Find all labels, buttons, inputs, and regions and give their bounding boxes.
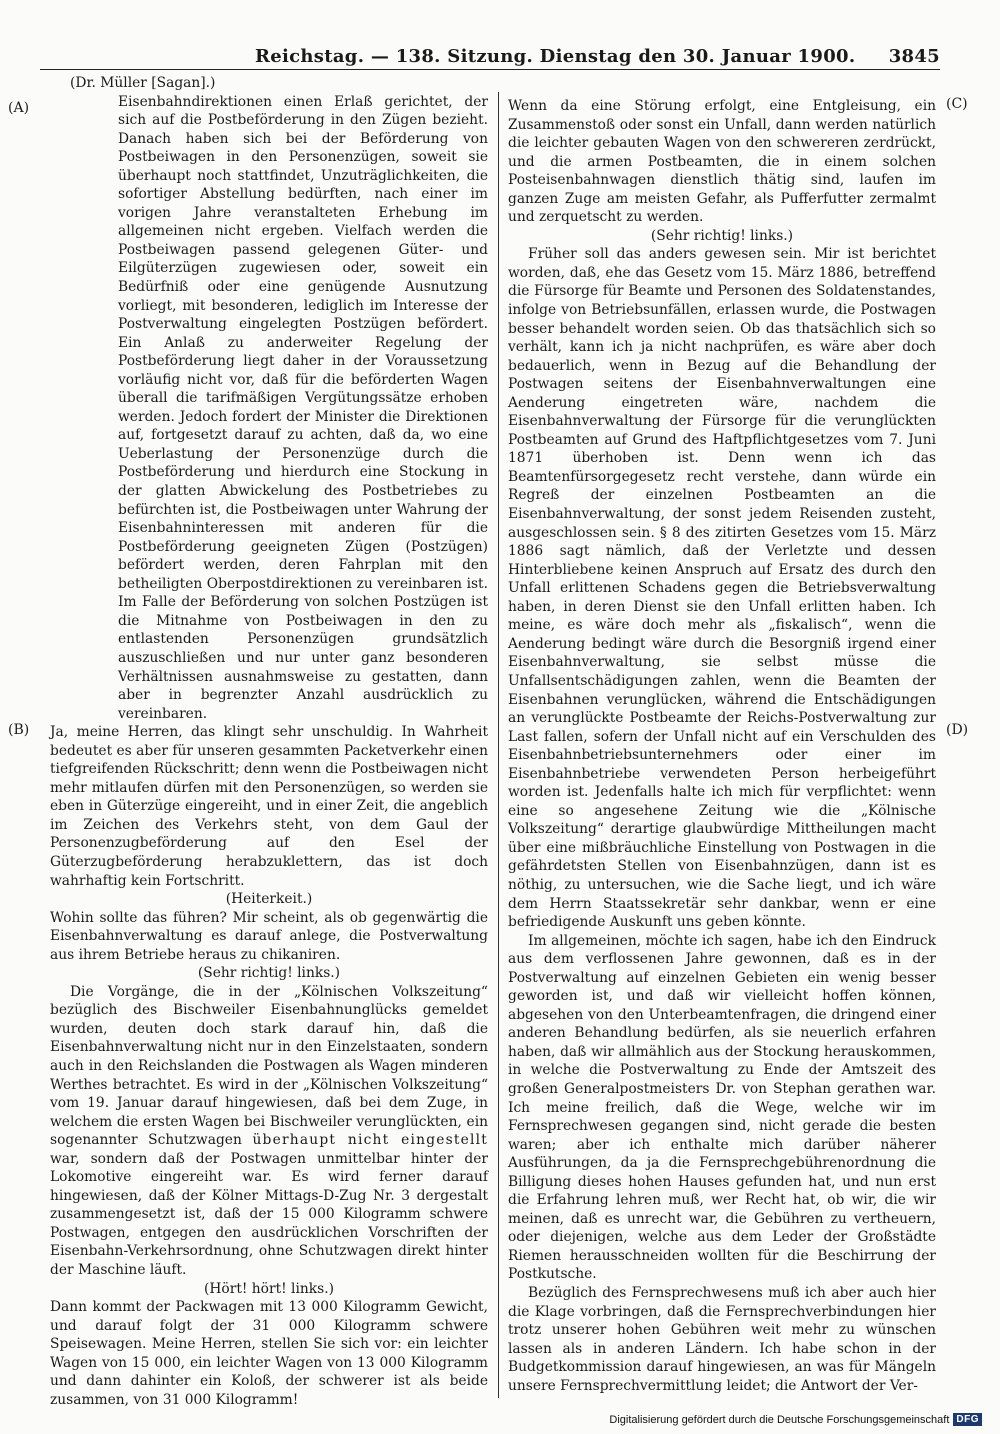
margin-marker-c: (C) <box>946 96 968 112</box>
footer-text: Digitalisierung gefördert durch die Deutsche Forschungsgemeinschaft <box>609 1413 950 1426</box>
column-divider <box>498 92 499 1398</box>
header-rule <box>40 69 940 70</box>
page-header <box>40 46 940 70</box>
running-title: Reichstag. — 138. Sitzung. Dienstag den 30. Januar 1900. <box>255 46 856 67</box>
left-column <box>50 74 488 1409</box>
paragraph: Ja, meine Herren, das klingt sehr unschuldig. In Wahrheit bedeutet es aber für unseren gesammten Packetverkehr einen tiefgreifenden Rückschritt; denn wenn die Postbeiwagen nicht mehr mitlaufen dürfen mit den Personenzügen, so werden sie eben in Güterzüge eingereiht, und in einer Zeit, die angeblich im Zeichen des Verkehrs steht, von dem Gaul der Personenzugbeförderung auf den Esel der Güterzugbeförderung herabzuklettern, das ist doch wahrhaftig kein Fortschritt. <box>50 724 488 889</box>
margin-marker-d: (D) <box>946 722 969 738</box>
paragraph: Bezüglich des Fernsprechwesens muß ich aber auch hier die Klage vorbringen, daß die Fernsprechverbindungen hier trotz unserer hohen Gebühren weit mehr zu wünschen lassen als in anderen Ländern. Ich habe schon in der Budgetkommission darauf hingewiesen, an was für Mängeln unsere Fernsprechvermittlung leidet; die Antwort der Ver- <box>508 1285 936 1394</box>
page-number: 3845 <box>888 46 940 67</box>
interjection: (Heiterkeit.) <box>225 891 313 908</box>
interjection: (Hört! hört! links.) <box>204 1280 334 1297</box>
paragraph <box>50 983 488 1280</box>
paragraph: Im allgemeinen, möchte ich sagen, habe ich den Eindruck aus dem verflossenen Jahre gewonnen, daß es in der Postverwaltung auf einzelnen Gebieten ein wenig besser geworden ist, und daß wir vielleicht hoffen können, abgesehen von den Unterbeamtenfragen, die dringend einer anderen Behandlung bedürfen, als sie neuerlich erfahren haben, daß wir allmählich aus der Stockung herauskommen, in welche die Postverwaltung zu Ende der Amtszeit des großen Generalpostmeisters Dr. von Stephan gerathen war. Ich meine freilich, daß die Wege, welche wir im Fernsprechwesen gegangen sind, nicht gerade die besten waren; aber ich enthalte mich darüber näherer Ausführungen, da ja die Fernsprechgebührenordnung die Billigung dieses hohen Hauses gefunden hat, und nun erst die Erfahrung lehren muß, wer Recht hat, ob wir, die wir meinen, daß es unrecht war, die Gebühren zu vertheuern, oder diejenigen, welche aus dem Leder der Großstädte Riemen herausschneiden wollten für die Beschirrung der Postkutsche. <box>508 932 936 1283</box>
paragraph: Dann kommt der Packwagen mit 13 000 Kilogramm Gewicht, und darauf folgt der 31 000 Kilogramm schwere Speisewagen. Meine Herren, stellen Sie sich vor: ein leichter Wagen von 15 000, ein leichter Wagen von 13 000 Kilogramm und dann dahinter ein Koloß, der schwerer ist als beide zusammen, von 31 000 Kilogramm! <box>50 1299 488 1408</box>
dfg-logo: DFG <box>953 1413 982 1426</box>
interjection: (Sehr richtig! links.) <box>197 965 341 982</box>
right-column <box>508 97 936 1395</box>
text-run: war, sondern daß der Postwagen unmittelbar hinter der Lokomotive eingereiht war. Es wird ferner darauf hingewiesen, daß der Kölner Mittags-D-Zug Nr. 3 dergestalt zusammengesetzt ist, daß der 15 000 Kilogramm schwere Postwagen, entgegen den ausdrücklichen Vorschriften der Eisenbahn-Verkehrsordnung, ohne Schutzwagen direkt hinter der Maschine läuft. <box>50 1150 488 1278</box>
paragraph: Wohin sollte das führen? Mir scheint, als ob gegenwärtig die Eisenbahnverwaltung es darauf anlege, die Postverwaltung aus ihrem Betriebe heraus zu chikaniren. <box>50 909 488 963</box>
paragraph: Früher soll das anders gewesen sein. Mir ist berichtet worden, daß, ehe das Gesetz vom 15. März 1886, betreffend die Fürsorge für Beamte und Personen des Soldatenstandes, infolge von Betriebsunfällen, erlassen wurde, die Postwagen besser behandelt worden seien. Ob das thatsächlich sich so verhält, kann ich ja nicht nachprüfen, es wäre aber doch bedauerlich, wenn in Bezug auf die Behandlung der Postwagen seitens der Eisenbahnverwaltungen eine Aenderung eingetreten wäre, nachdem die Eisenbahnverwaltung der Fürsorge für die verunglückten Postbeamten auf Grund des Haftpflichtgesetzes vom 7. Juni 1871 überhoben ist. Denn wenn ich das Beamtenfürsorgegesetz recht verstehe, dann würde ein Regreß der einzelnen Postbeamten an die Eisenbahnverwaltung, der sonst jedem Reisenden zusteht, ausgeschlossen sein. § 8 des zitirten Gesetzes vom 15. März 1886 sagt nämlich, daß der Verletzte und dessen Hinterbliebene keinen Anspruch auf Ersatz des durch den Unfall erlittenen Schadens gegen die Betriebsverwaltung haben, in deren Dienst sie den Unfall erlitten haben. Ich meine, es wäre doch mehr als „fiskalisch“, wenn die Aenderung bedingt wäre durch die Besorgniß irgend einer Eisenbahnverwaltung, sie selbst müsse die Unfallsentschädigungen zahlen, wenn die Beamten der Eisenbahnen verunglücken, während die Entschädigungen an verunglückte Postbeamte der Reichs-Postverwaltung zur Last fallen, sofern der Unfall nicht auf ein Verschulden des Eisenbahnbetriebsunternehmers oder einer im Eisenbahnbetriebe verwendeten Person herbeigeführt worden ist. Jedenfalls halte ich mich für verpflichtet: wenn eine so angesehene Zeitung wie die „Kölnische Volkszeitung“ derartige glaubwürdige Mittheilungen macht über eine mißbräuchliche Einstellung von Postwagen in die gefährdetsten Stellen von Eisenbahnzügen, dann ist es nöthig, zu untersuchen, wie die Sache liegt, und ich wäre dem Herrn Staatssekretär sehr dankbar, wenn er eine befriedigende Auskunft uns geben könnte. <box>508 246 936 931</box>
paragraph: Wenn da eine Störung erfolgt, eine Entgleisung, ein Zusammenstoß oder sonst ein Unfall, dann werden natürlich die leichter gebauten Wagen von den schwereren zerdrückt, und die armen Postbeamten, die in einem solchen Posteisenbahnwagen dienstlich thätig sind, laufen im ganzen Zuge am meisten Gefahr, als Pufferfutter zermalmt und zerquetscht zu werden. <box>508 98 936 226</box>
footer-credit <box>609 1413 982 1426</box>
speaker-label: (Dr. Müller [Sagan].) <box>70 75 216 91</box>
margin-marker-a: (A) <box>8 100 30 116</box>
interjection: (Sehr richtig! links.) <box>650 227 794 244</box>
spaced-emphasis: überhaupt nicht eingestellt <box>252 1132 488 1149</box>
margin-marker-b: (B) <box>8 722 30 738</box>
text-run: Die Vorgänge, die in der „Kölnischen Volkszeitung“ bezüglich des Bischweiler Eisenbahnunglücks gemeldet wurden, deuten doch stark darauf hin, daß die Eisenbahnverwaltung nicht nur in den Einzelstaaten, sondern auch in den Reichslanden die Postwagen als Wagen minderen Werthes betrachtet. Es wird in der „Kölnischen Volkszeitung“ vom 19. Januar darauf hingewiesen, daß bei dem Zuge, in welchem die ersten Wagen bei Bischweiler verunglückten, ein sogenannter Schutzwagen <box>50 983 488 1149</box>
quoted-decree-paragraph: Eisenbahndirektionen einen Erlaß gerichtet, der sich auf die Postbeförderung in den Zügen bezieht. Danach haben sich bei der Beförderung von Postbeiwagen in den Personenzügen, soweit sie überhaupt noch stattfindet, Unzuträglichkeiten, die sofortiger Abstellung bedürften, nach einer im vorigen Jahre veranstalteten Erhebung im allgemeinen nicht ergeben. Vielfach werden die Postbeiwagen passend gelegenen Güter- und Eilgüterzügen zugewiesen oder, soweit ein Bedürfniß oder eine genügende Ausnutzung vorliegt, mit besonderen, lediglich im Interesse der Postverwaltung eingelegten Postzügen befördert. Ein Anlaß zu anderweiter Regelung der Postbeförderung liegt daher in der Voraussetzung vorläufig nicht vor, daß für die beförderten Wagen überall die tarifmäßigen Vergütungssätze erhoben werden. Jedoch fordert der Minister die Direktionen auf, fortgesetzt darauf zu achten, daß da, wo eine Ueberlastung der Personenzüge durch die Postbeförderung und hierdurch eine Stockung in der glatten Abwickelung des Postbetriebes zu befürchten ist, die Postbeiwagen unter Wahrung der Eisenbahninteressen mit anderen für die Postbeförderung geeigneten Zügen (Postzügen) befördert werden, deren Fahrplan mit den betheiligten Oberpostdirektionen zu vereinbaren ist. Im Falle der Beförderung von solchen Postzügen ist die Mitnahme von Postbeiwagen in den zu entlastenden Personenzügen grundsätzlich auszuschließen und nur unter ganz besonderen Verhältnissen ausnahmsweise zu gestatten, dann aber in begrenzter Anzahl ausdrücklich zu vereinbaren. <box>118 93 488 722</box>
